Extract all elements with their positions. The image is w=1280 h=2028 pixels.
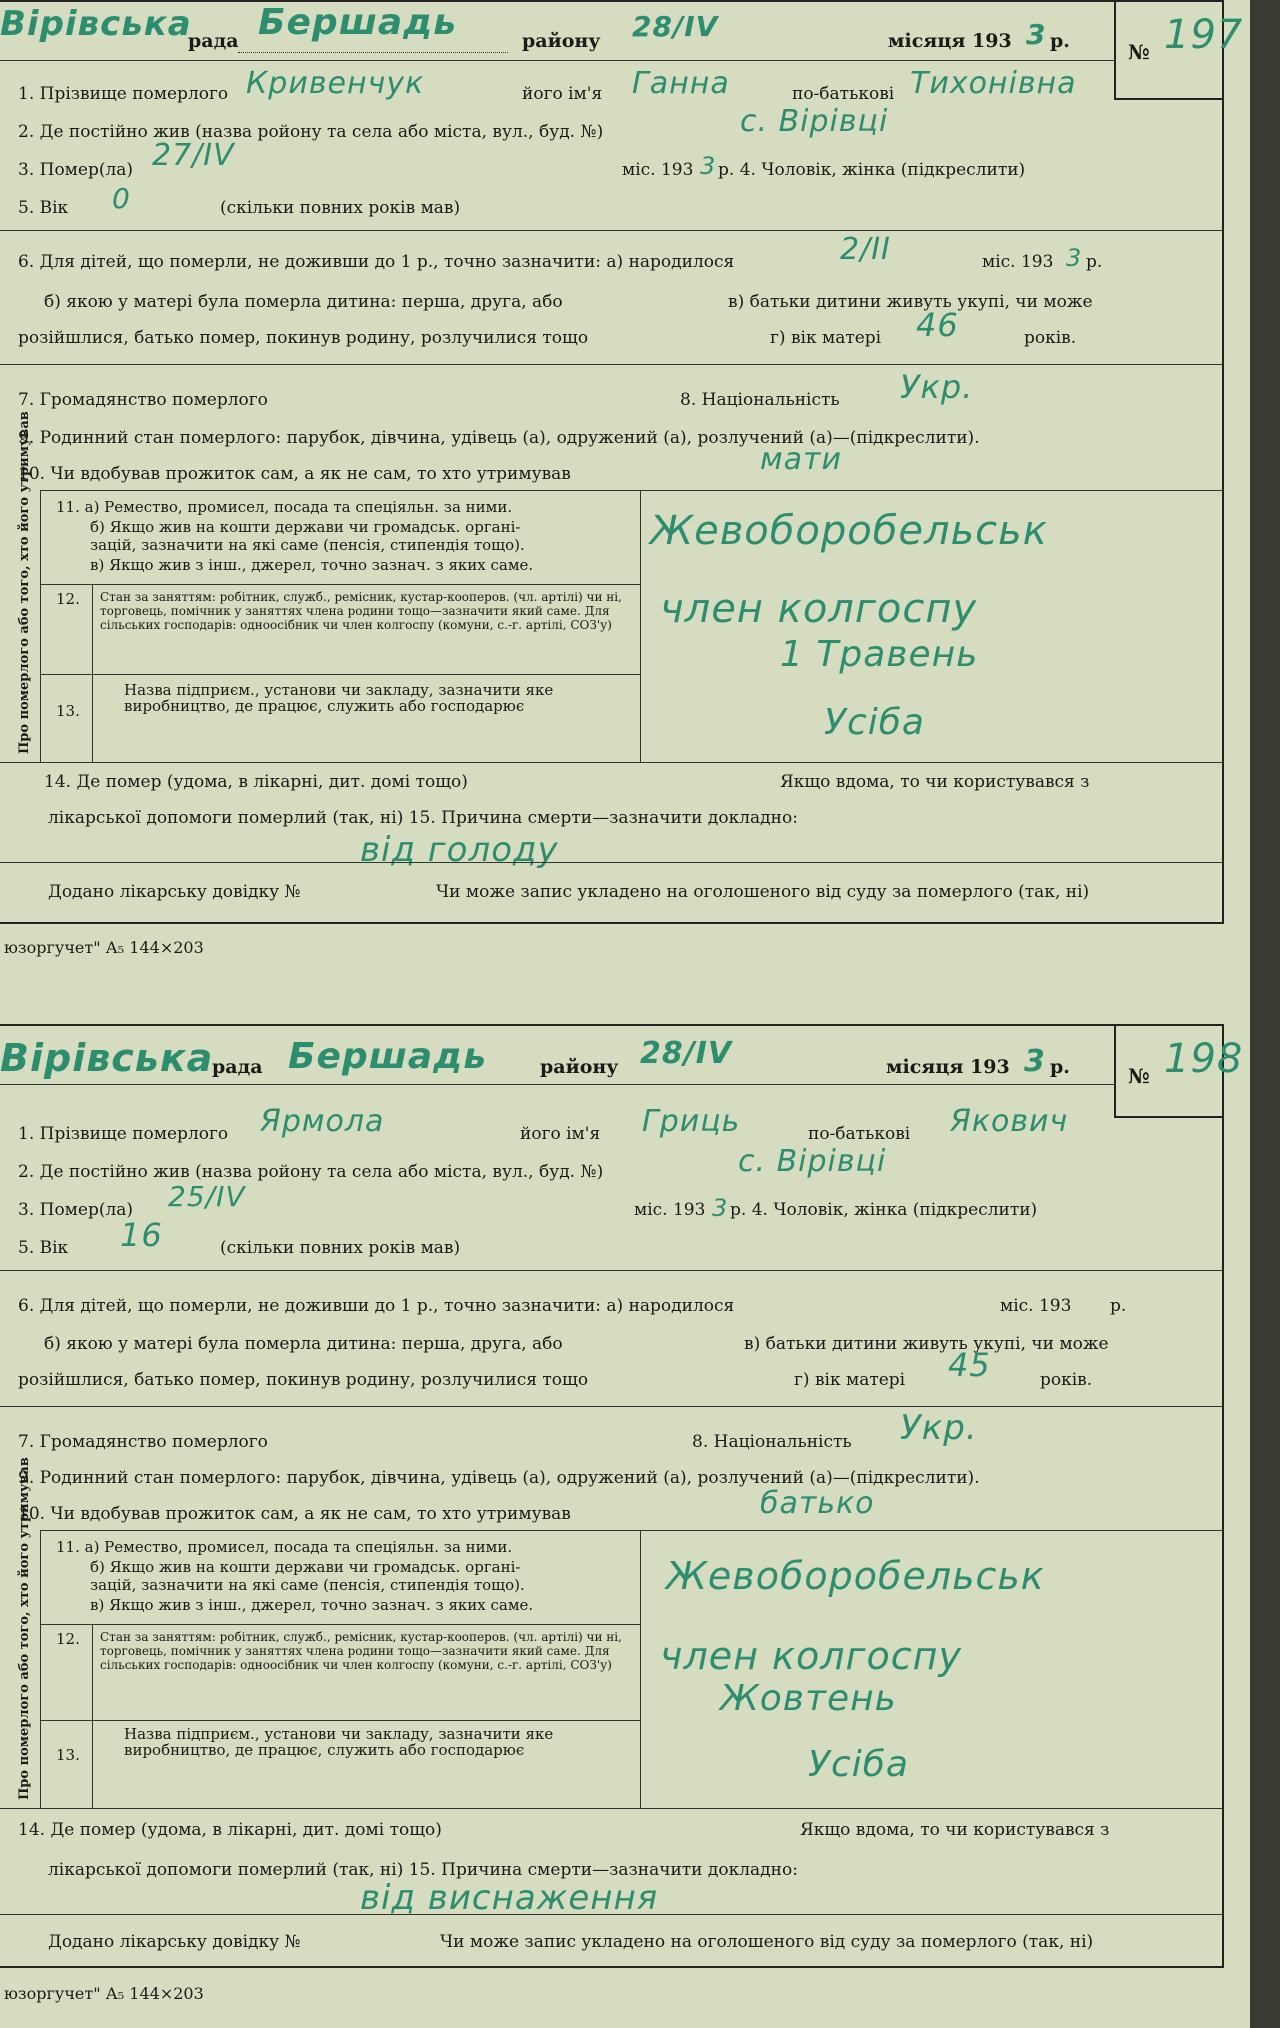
- q14-home-label-2: Якщо вдома, то чи користувався з: [800, 1820, 1110, 1840]
- q13-number: 13.: [56, 702, 80, 720]
- q7-label: 7. Громадянство померлого: [18, 390, 268, 410]
- q3-label-2: 3. Помер(ла): [18, 1200, 134, 1220]
- surname-value-2: Ярмола: [260, 1104, 385, 1139]
- record-number-box-2: [1114, 1026, 1244, 1118]
- q11c-label-2: в) Якщо жив з інш., джерел, точно зазнач. з яких саме.: [90, 1596, 534, 1614]
- side-label-box-2: Про померлого або того, хто його утримував: [0, 1530, 41, 1808]
- court-label: Чи може запис укладено на оголошеного від суду за померлого (так, ні): [436, 882, 1090, 902]
- q6c-label-2: розійшлися, батько помер, покинув родину, розлучилися тощо: [18, 1370, 589, 1390]
- year-label-2: р.: [1050, 1056, 1070, 1078]
- rada-label: рада: [188, 30, 239, 52]
- q11b2-label-2: зацій, зазначити на які саме (пенсія, стипендія тощо).: [90, 1576, 525, 1594]
- month-label: місяця 193: [888, 30, 1012, 52]
- born-value: 2/II: [840, 232, 891, 267]
- number-label-2: №: [1128, 1064, 1150, 1088]
- q3-sex-label: р. 4. Чоловік, жінка (підкреслити): [718, 160, 1026, 180]
- year-value-2: 3: [1024, 1044, 1046, 1079]
- q12-number: 12.: [56, 590, 80, 608]
- q6a-year-label: р.: [1086, 252, 1103, 272]
- workplace-value: Усіба: [824, 702, 925, 743]
- number-label: №: [1128, 40, 1150, 64]
- q9-label-2: 9. Родинний стан померлого: парубок, дівчина, удівець (а), одружений (а), розлучений (а)—(підкреслити).: [18, 1468, 980, 1488]
- q6a-year-label-2: р.: [1110, 1296, 1127, 1316]
- status-value-2: член колгоспу: [660, 1634, 962, 1678]
- q6b-parents-label-2: в) батьки дитини живуть укупі, чи може: [744, 1334, 1109, 1354]
- q15-label-2: лікарської допомоги померлий (так, ні) 15. Причина смерти—зазначити докладно:: [48, 1860, 798, 1880]
- q6a-month-label: міс. 193: [982, 252, 1054, 272]
- scan-edge: [1250, 0, 1280, 2028]
- rayon-value: Бершадь: [258, 2, 457, 43]
- cause-of-death-value-2: від виснаження: [360, 1878, 659, 1918]
- q11a-label: 11. а) Ремество, промисел, посада та спеціяльн. за ними.: [56, 498, 513, 516]
- workplace-value-2: Усіба: [808, 1744, 909, 1785]
- q14-home-label: Якщо вдома, то чи користувався з: [780, 772, 1090, 792]
- date-value: 28/IV: [632, 10, 719, 43]
- q1-patronymic-label-2: по-батькові: [808, 1124, 911, 1144]
- q5-label: 5. Вік: [18, 198, 69, 218]
- rayon-label: району: [522, 30, 601, 52]
- q14-label: 14. Де помер (удома, в лікарні, дит. домі тощо): [44, 772, 468, 792]
- q7-label-2: 7. Громадянство померлого: [18, 1432, 268, 1452]
- born-year-value: 3: [1066, 244, 1083, 272]
- occupation-value: Жевоборобельськ: [650, 508, 1048, 554]
- certificate-label-2: Додано лікарську довідку №: [48, 1932, 301, 1952]
- record-number-2: 198: [1164, 1036, 1244, 1082]
- mother-age-value: 46: [916, 306, 959, 344]
- q14-label-2: 14. Де помер (удома, в лікарні, дит. домі тощо): [18, 1820, 442, 1840]
- q10-label: 10. Чи вдобував прожиток сам, а як не сам, то хто утримував: [18, 464, 571, 484]
- q6c-label: розійшлися, батько помер, покинув родину, розлучилися тощо: [18, 328, 589, 348]
- q11b-label-2: б) Якщо жив на кошти держави чи громадськ. органі-: [90, 1558, 521, 1576]
- q6a-label: 6. Для дітей, що померли, не доживши до 1 р., точно зазначити: а) народилося: [18, 252, 735, 272]
- supported-by-value: мати: [760, 442, 842, 477]
- status-value: член колгоспу: [660, 586, 978, 632]
- q6c-mother-age-label-2: г) вік матері: [794, 1370, 906, 1390]
- q3-month-label: міс. 193: [622, 160, 694, 180]
- q1-name-label: його ім'я: [522, 84, 603, 104]
- death-record-form-1: [0, 0, 1244, 924]
- printer-mark-1: юзоргучет" А₅ 144×203: [4, 938, 204, 957]
- q13-label-2: Назва підприєм., установи чи закладу, зазначити яке виробництво, де працює, служить або господарює: [124, 1725, 554, 1759]
- age-value-2: 16: [120, 1216, 163, 1254]
- q8-label-2: 8. Національність: [692, 1432, 852, 1452]
- death-date-value: 27/IV: [152, 138, 235, 173]
- name-value: Ганна: [632, 66, 730, 101]
- q11c-label: в) Якщо жив з інш., джерел, точно зазнач. з яких саме.: [90, 556, 534, 574]
- printer-mark-2: юзоргучет" А₅ 144×203: [4, 1984, 204, 2003]
- residence-value-2: с. Вірівці: [738, 1144, 887, 1179]
- q8-label: 8. Національність: [680, 390, 840, 410]
- date-value-2: 28/IV: [640, 1036, 733, 1071]
- nationality-value: Укр.: [900, 368, 974, 406]
- q11a-label-2: 11. а) Ремество, промисел, посада та спеціяльн. за ними.: [56, 1538, 513, 1556]
- death-date-value-2: 25/IV: [168, 1180, 246, 1213]
- court-label-2: Чи може запис укладено на оголошеного від суду за померлого (так, ні): [440, 1932, 1094, 1952]
- rayon-value-2: Бершадь: [288, 1036, 487, 1077]
- q12-label: Стан за заняттям: робітник, служб., ремісник, кустар-кооперов. (чл. артілі) чи ні, торговець, помічник у заняттях члена родини тощо—зазначити який саме. Для сільських господарів: одноосібник чи член колгоспу (комуни, с.-г. артілі, СОЗ'у): [100, 590, 622, 632]
- collective-farm-value: 1 Травень: [780, 634, 979, 675]
- nationality-value-2: Укр.: [900, 1408, 978, 1448]
- q1-name-label-2: його ім'я: [520, 1124, 601, 1144]
- q3-sex-label-2: р. 4. Чоловік, жінка (підкреслити): [730, 1200, 1038, 1220]
- q11b-label: б) Якщо жив на кошти держави чи громадськ. органі-: [90, 518, 521, 536]
- occupation-value-2: Жевоборобельськ: [666, 1554, 1045, 1598]
- q10-label-2: 10. Чи вдобував прожиток сам, а як не сам, то хто утримував: [18, 1504, 571, 1524]
- q6c-mother-age-label: г) вік матері: [770, 328, 882, 348]
- q13-label: Назва підприєм., установи чи закладу, зазначити яке виробництво, де працює, служить або господарює: [124, 681, 554, 715]
- cause-of-death-value: від голоду: [360, 830, 559, 870]
- rada-label-2: рада: [212, 1056, 263, 1078]
- death-record-form-2: [0, 1024, 1244, 1968]
- q6a-month-label-2: міс. 193: [1000, 1296, 1072, 1316]
- q15-label: лікарської допомоги померлий (так, ні) 15. Причина смерти—зазначити докладно:: [48, 808, 798, 828]
- residence-value: с. Вірівці: [740, 104, 889, 139]
- q2-label-2: 2. Де постійно жив (назва ройону та села або міста, вул., буд. №): [18, 1162, 604, 1182]
- month-label-2: місяця 193: [886, 1056, 1010, 1078]
- q5-note-label-2: (скільки повних років мав): [220, 1238, 461, 1258]
- q6c-years-label-2: років.: [1040, 1370, 1093, 1390]
- rayon-label-2: району: [540, 1056, 619, 1078]
- q3-month-label-2: міс. 193: [634, 1200, 706, 1220]
- q1-patronymic-label: по-батькові: [792, 84, 895, 104]
- year-value: 3: [1026, 18, 1047, 51]
- mother-age-value-2: 45: [948, 1346, 991, 1384]
- q6c-years-label: років.: [1024, 328, 1077, 348]
- q1-label-2: 1. Прізвище померлого: [18, 1124, 229, 1144]
- q11b2-label: зацій, зазначити на які саме (пенсія, стипендія тощо).: [90, 536, 525, 554]
- q12-label-2: Стан за заняттям: робітник, служб., ремісник, кустар-кооперов. (чл. артілі) чи ні, торговець, помічник у заняттях члена родини тощо—зазначити який саме. Для сільських господарів: одноосібник чи член колгоспу (комуни, с.-г. артілі, СОЗ'у): [100, 1630, 622, 1672]
- surname-value: Кривенчук: [246, 66, 425, 101]
- q2-label: 2. Де постійно жив (назва ройону та села або міста, вул., буд. №): [18, 122, 604, 142]
- q3-label: 3. Помер(ла): [18, 160, 134, 180]
- year-label: р.: [1050, 30, 1070, 52]
- collective-farm-value-2: Жовтень: [720, 1678, 897, 1719]
- q13-number-2: 13.: [56, 1746, 80, 1764]
- q1-label: 1. Прізвище померлого: [18, 84, 229, 104]
- q5-note-label: (скільки повних років мав): [220, 198, 461, 218]
- q9-label: 9. Родинний стан померлого: парубок, дівчина, удівець (а), одружений (а), розлучений (а)—(підкреслити).: [18, 428, 980, 448]
- death-year-value-2: 3: [712, 1194, 729, 1222]
- q6a-label-2: 6. Для дітей, що померли, не доживши до 1 р., точно зазначити: а) народилося: [18, 1296, 735, 1316]
- q6b-label-2: б) якою у матері була померла дитина: перша, друга, або: [44, 1334, 563, 1354]
- death-year-value: 3: [700, 152, 717, 180]
- rada-value: Вірівська: [0, 4, 192, 44]
- patronymic-value-2: Якович: [950, 1104, 1069, 1139]
- certificate-label: Додано лікарську довідку №: [48, 882, 301, 902]
- name-value-2: Гриць: [642, 1104, 741, 1139]
- q12-number-2: 12.: [56, 1630, 80, 1648]
- patronymic-value: Тихонівна: [910, 66, 1077, 101]
- rada-value-2: Вірівська: [0, 1036, 214, 1080]
- age-value: 0: [112, 182, 131, 215]
- q6b-parents-label: в) батьки дитини живуть укупі, чи може: [728, 292, 1093, 312]
- q5-label-2: 5. Вік: [18, 1238, 69, 1258]
- supported-by-value-2: батько: [760, 1486, 875, 1521]
- record-number-box: [1114, 2, 1244, 100]
- side-label-box: Про померлого або того, хто його утримував: [0, 490, 41, 762]
- record-number: 197: [1164, 12, 1244, 58]
- q6b-label: б) якою у матері була померла дитина: перша, друга, або: [44, 292, 563, 312]
